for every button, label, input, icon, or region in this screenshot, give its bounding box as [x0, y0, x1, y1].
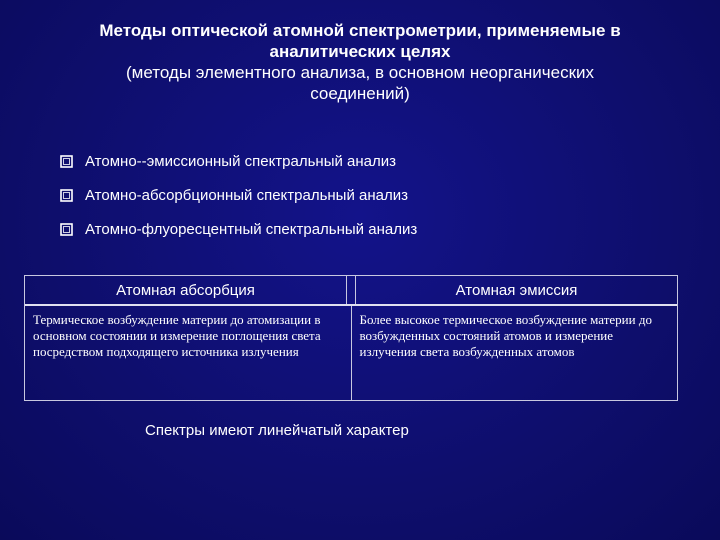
checkbox-bullet-icon	[60, 223, 73, 236]
list-item-label: Атомно-абсорбционный спектральный анализ	[85, 186, 408, 204]
list-item	[60, 150, 680, 172]
title-line-4: соединений)	[310, 84, 410, 103]
title-line-3: (методы элементного анализа, в основном неорганических	[125, 63, 595, 82]
list-item-label: Атомно--эмиссионный спектральный анализ	[85, 152, 397, 170]
title-line-1: Методы оптической атомной спектрометрии, применяемые в	[99, 21, 621, 40]
header-divider	[346, 276, 356, 304]
list-item-label: Атомно-флуоресцентный спектральный анализ	[85, 220, 418, 238]
spectra-note: Спектры имеют линейчатый характер	[145, 422, 409, 439]
list-item	[60, 184, 680, 206]
header-atomic-emission: Атомная эмиссия	[455, 281, 578, 299]
header-atomic-absorption: Атомная абсорбция	[116, 281, 255, 299]
table-header-row	[25, 276, 677, 306]
comparison-table	[24, 275, 678, 401]
methods-list	[60, 150, 680, 252]
slide-title	[30, 20, 690, 104]
checkbox-bullet-icon	[60, 155, 73, 168]
title-line-2: аналитических целях	[269, 42, 451, 61]
cell-absorption-description: Термическое возбуждение материи до атомизации в основном состоянии и измерение поглощения света посредством подходящего источника излучения	[25, 306, 352, 400]
cell-emission-description: Более высокое термическое возбуждение материи до возбужденных состояний атомов и измерение излучения света возбужденных атомов	[359, 312, 652, 359]
list-item	[60, 218, 680, 240]
checkbox-bullet-icon	[60, 189, 73, 202]
table-row	[25, 306, 677, 400]
